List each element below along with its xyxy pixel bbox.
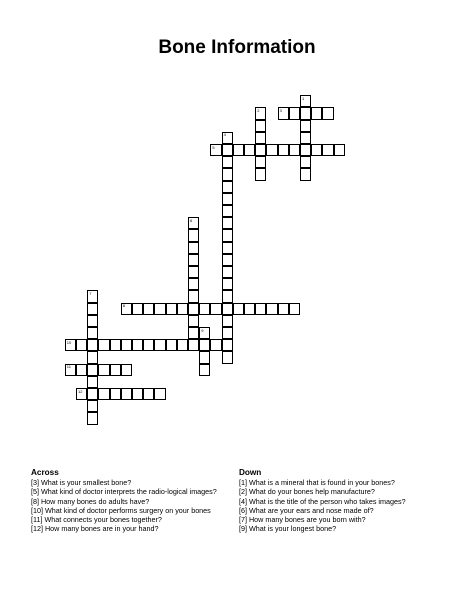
crossword-cell[interactable]	[87, 290, 98, 302]
crossword-cell[interactable]	[188, 290, 199, 302]
crossword-cell[interactable]	[177, 303, 188, 315]
crossword-cell[interactable]	[87, 339, 98, 351]
crossword-cell[interactable]	[255, 156, 266, 168]
crossword-cell[interactable]	[222, 156, 233, 168]
crossword-cell[interactable]	[143, 303, 154, 315]
crossword-cell[interactable]	[222, 339, 233, 351]
crossword-cell[interactable]	[300, 156, 311, 168]
crossword-cell[interactable]	[300, 120, 311, 132]
crossword-cell[interactable]	[222, 303, 233, 315]
crossword-cell[interactable]	[210, 303, 221, 315]
crossword-cell[interactable]	[87, 351, 98, 363]
crossword-cell[interactable]	[154, 388, 165, 400]
crossword-cell[interactable]	[98, 339, 109, 351]
crossword-cell[interactable]	[222, 229, 233, 241]
down-clue: [7] How many bones are you born with?	[239, 515, 366, 525]
crossword-cell[interactable]	[143, 388, 154, 400]
clue-number: 6	[190, 217, 193, 223]
crossword-cell[interactable]	[188, 266, 199, 278]
crossword-cell[interactable]	[300, 95, 311, 107]
crossword-cell[interactable]	[222, 144, 233, 156]
crossword-cell[interactable]	[244, 303, 255, 315]
crossword-cell[interactable]	[188, 229, 199, 241]
crossword-cell[interactable]	[121, 388, 132, 400]
crossword-cell[interactable]	[255, 120, 266, 132]
across-clue: [8] How many bones do adults have?	[31, 496, 150, 506]
crossword-cell[interactable]	[222, 193, 233, 205]
crossword-cell[interactable]	[199, 339, 210, 351]
crossword-cell[interactable]	[87, 303, 98, 315]
crossword-cell[interactable]	[255, 107, 266, 119]
crossword-cell[interactable]	[154, 339, 165, 351]
clue-number: 7	[89, 290, 92, 296]
crossword-cell[interactable]	[76, 339, 87, 351]
crossword-cell[interactable]	[110, 339, 121, 351]
crossword-cell[interactable]	[188, 217, 199, 229]
crossword-cell[interactable]	[222, 254, 233, 266]
crossword-cell[interactable]	[65, 339, 76, 351]
crossword-cell[interactable]	[311, 107, 322, 119]
crossword-cell[interactable]	[289, 144, 300, 156]
crossword-cell[interactable]	[210, 339, 221, 351]
crossword-cell[interactable]	[266, 303, 277, 315]
crossword-cell[interactable]	[154, 303, 165, 315]
crossword-cell[interactable]	[210, 144, 221, 156]
crossword-cell[interactable]	[199, 364, 210, 376]
down-clue: [2] What do your bones help manufacture?	[239, 487, 375, 497]
crossword-cell[interactable]	[188, 303, 199, 315]
crossword-cell[interactable]	[98, 364, 109, 376]
crossword-cell[interactable]	[87, 364, 98, 376]
crossword-cell[interactable]	[76, 364, 87, 376]
crossword-cell[interactable]	[87, 327, 98, 339]
crossword-cell[interactable]	[222, 132, 233, 144]
down-clues	[239, 468, 449, 533]
puzzle-title: Bone Information	[158, 37, 316, 58]
crossword-cell[interactable]	[222, 351, 233, 363]
crossword-cell[interactable]	[233, 144, 244, 156]
crossword-cell[interactable]	[233, 303, 244, 315]
clue-number: 9	[201, 327, 204, 333]
clue-number: 4	[223, 132, 226, 138]
across-clue: [5] What kind of doctor interprets the radio-logical images?	[31, 487, 217, 497]
crossword-cell[interactable]	[188, 278, 199, 290]
down-heading: Down	[239, 468, 262, 477]
crossword-cell[interactable]	[266, 144, 277, 156]
clue-number: 5	[212, 144, 215, 150]
down-clue: [1] What is a mineral that is found in your bones?	[239, 478, 395, 488]
down-clue: [4] What is the title of the person who takes images?	[239, 496, 406, 506]
crossword-cell[interactable]	[255, 132, 266, 144]
crossword-cell[interactable]	[110, 388, 121, 400]
crossword-cell[interactable]	[222, 266, 233, 278]
across-clues	[31, 468, 231, 533]
crossword-cell[interactable]	[334, 144, 345, 156]
crossword-cell[interactable]	[143, 339, 154, 351]
down-clue: [9] What is your longest bone?	[239, 524, 337, 534]
crossword-cell[interactable]	[188, 339, 199, 351]
crossword-cell[interactable]	[98, 388, 109, 400]
crossword-cell[interactable]	[278, 107, 289, 119]
crossword-cell[interactable]	[300, 107, 311, 119]
crossword-cell[interactable]	[87, 376, 98, 388]
crossword-cell[interactable]	[278, 144, 289, 156]
crossword-cell[interactable]	[222, 278, 233, 290]
crossword-cell[interactable]	[244, 144, 255, 156]
down-clue: [6] What are your ears and nose made of?	[239, 505, 374, 515]
crossword-cell[interactable]	[132, 303, 143, 315]
crossword-cell[interactable]	[322, 107, 333, 119]
clue-number: 10	[66, 339, 72, 345]
clue-number: 1	[302, 95, 305, 101]
crossword-cell[interactable]	[87, 388, 98, 400]
across-clue: [10] What kind of doctor performs surgery on your bones	[31, 505, 211, 515]
clue-number: 8	[122, 303, 126, 309]
crossword-cell[interactable]	[222, 217, 233, 229]
crossword-cell[interactable]	[199, 351, 210, 363]
crossword-cell[interactable]	[188, 242, 199, 254]
crossword-cell[interactable]	[110, 364, 121, 376]
across-clue: [12] How many bones are in your hand?	[31, 524, 159, 534]
clue-number: 3	[279, 107, 282, 113]
crossword-cell[interactable]	[255, 168, 266, 180]
crossword-cell[interactable]	[278, 303, 289, 315]
crossword-cell[interactable]	[222, 327, 233, 339]
crossword-cell[interactable]	[188, 315, 199, 327]
crossword-cell[interactable]	[65, 364, 76, 376]
across-heading: Across	[31, 468, 59, 477]
crossword-cell[interactable]	[222, 242, 233, 254]
crossword-cell[interactable]	[199, 327, 210, 339]
crossword-cell[interactable]	[87, 412, 98, 424]
crossword-cell[interactable]	[132, 388, 143, 400]
crossword-cell[interactable]	[121, 364, 132, 376]
crossword-cell[interactable]	[199, 303, 210, 315]
crossword-cell[interactable]	[222, 168, 233, 180]
crossword-cell[interactable]	[311, 144, 322, 156]
clue-number: 12	[78, 388, 83, 394]
crossword-cell[interactable]	[255, 303, 266, 315]
crossword-cell[interactable]	[166, 303, 177, 315]
clue-number: 11	[66, 364, 71, 370]
crossword-cell[interactable]	[87, 400, 98, 412]
crossword-cell[interactable]	[222, 290, 233, 302]
crossword-cell[interactable]	[300, 144, 311, 156]
crossword-cell[interactable]	[188, 327, 199, 339]
crossword-cell[interactable]	[121, 303, 132, 315]
crossword-cell[interactable]	[289, 303, 300, 315]
crossword-cell[interactable]	[289, 107, 300, 119]
crossword-cell[interactable]	[255, 144, 266, 156]
crossword-cell[interactable]	[87, 315, 98, 327]
crossword-cell[interactable]	[222, 205, 233, 217]
crossword-cell[interactable]	[166, 339, 177, 351]
across-clue: [3] What is your smallest bone?	[31, 478, 132, 488]
crossword-cell[interactable]	[177, 339, 188, 351]
crossword-cell[interactable]	[322, 144, 333, 156]
crossword-cell[interactable]	[188, 254, 199, 266]
clue-number: 2	[257, 107, 260, 113]
crossword-cell[interactable]	[132, 339, 143, 351]
crossword-cell[interactable]	[222, 181, 233, 193]
across-clue: [11] What connects your bones together?	[31, 515, 162, 525]
crossword-cell[interactable]	[300, 168, 311, 180]
crossword-cell[interactable]	[76, 388, 87, 400]
crossword-cell[interactable]	[121, 339, 132, 351]
crossword-cell[interactable]	[300, 132, 311, 144]
crossword-cell[interactable]	[222, 315, 233, 327]
